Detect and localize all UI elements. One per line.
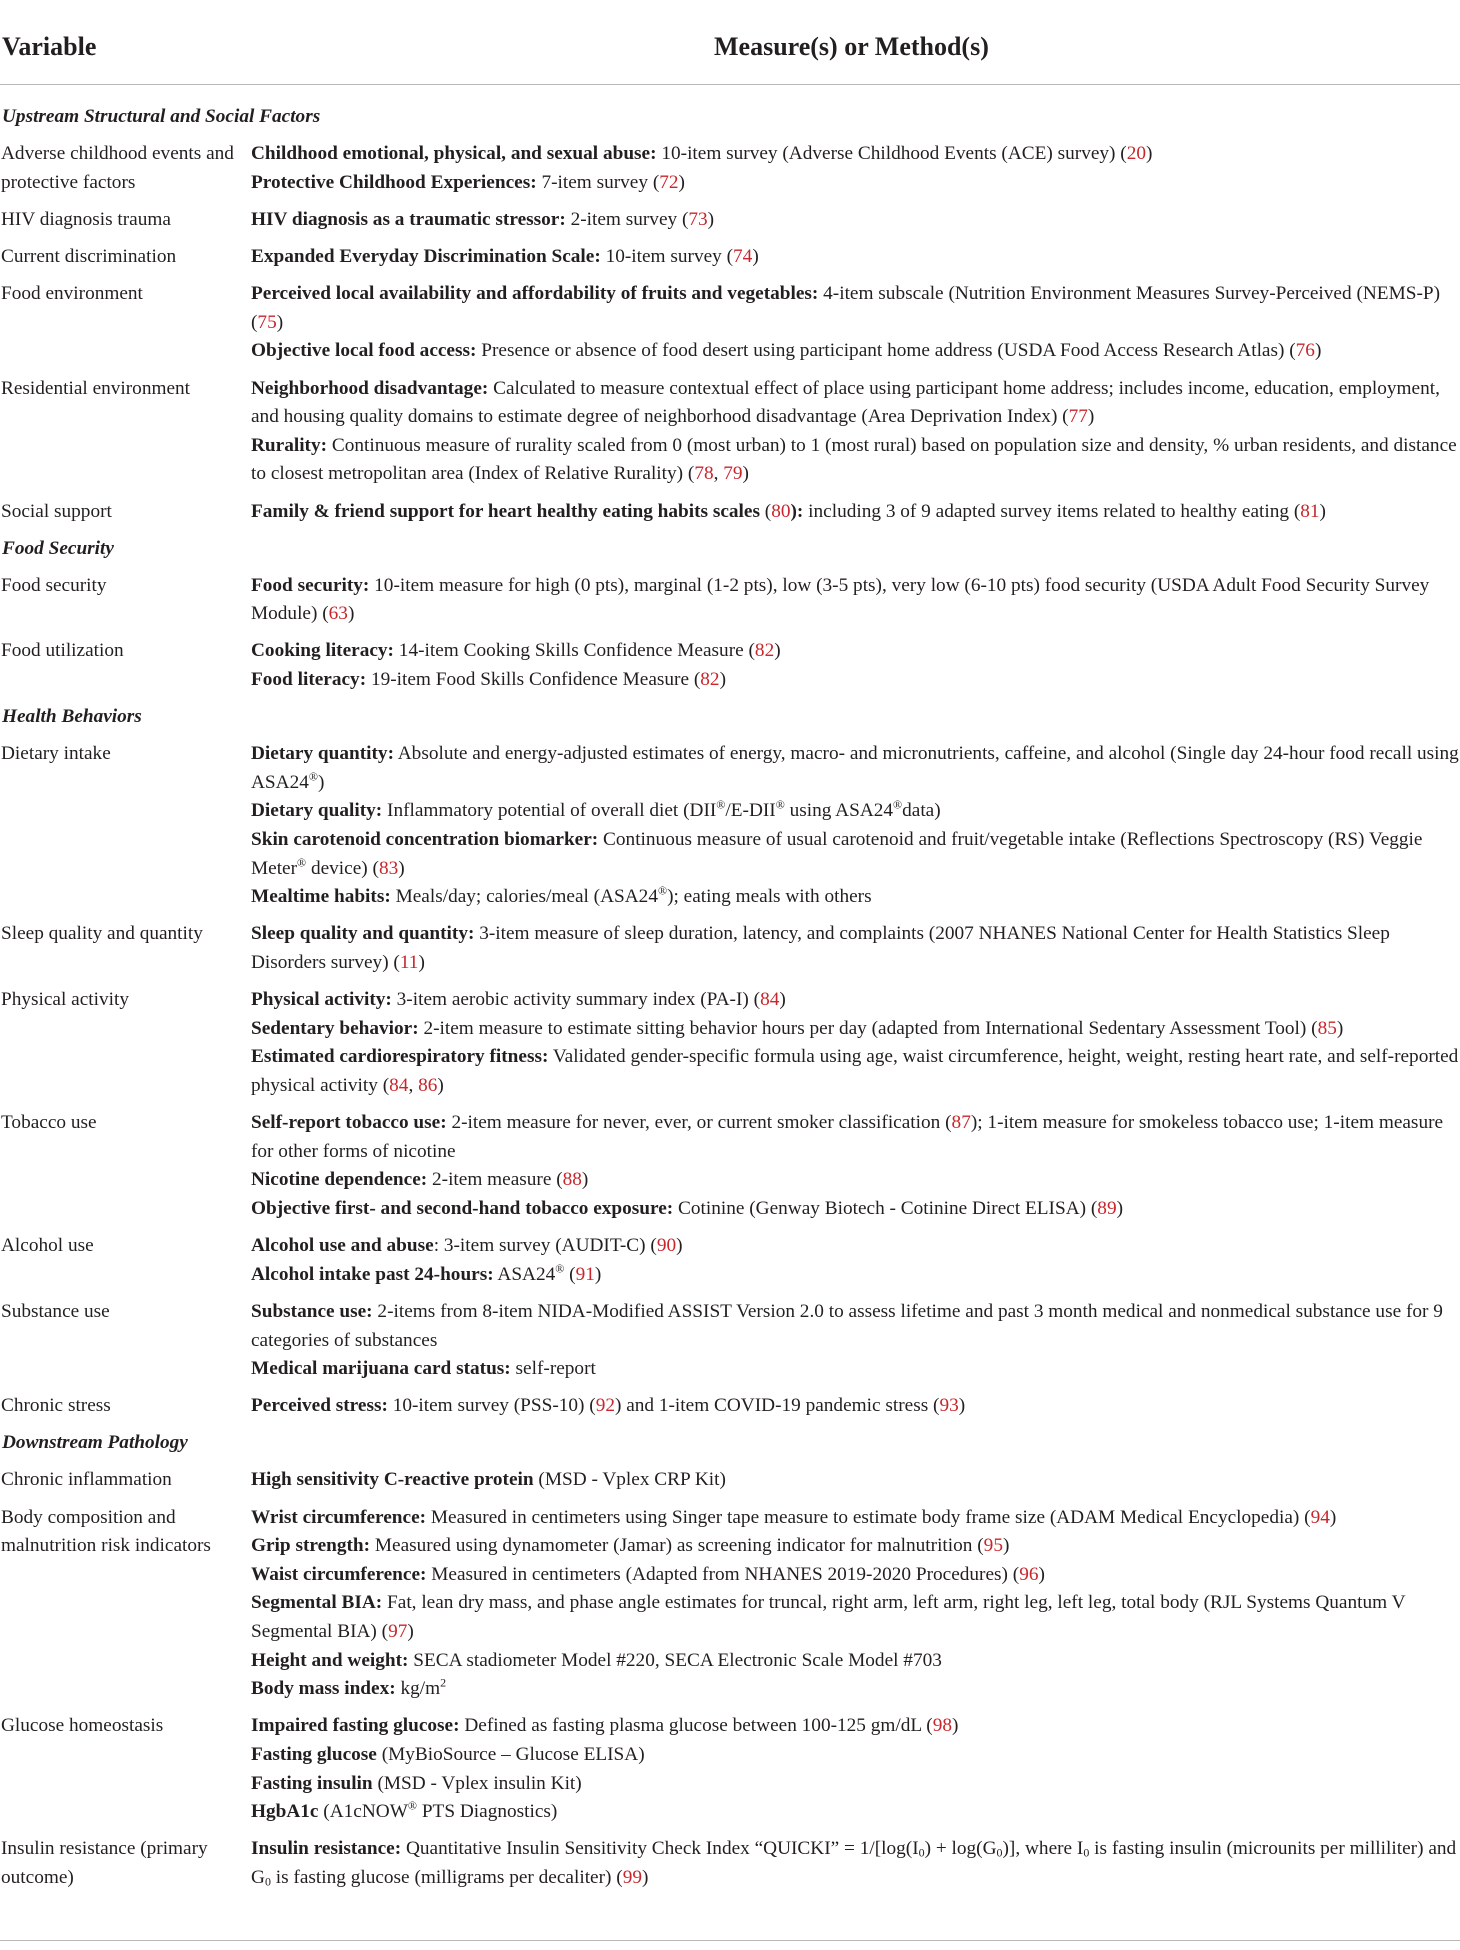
- reference-link: 63: [328, 603, 348, 625]
- measure-text: ) and 1-item COVID-19 pandemic stress (: [614, 1395, 940, 1417]
- table-row: [0, 498, 1460, 535]
- table-row: [0, 1232, 1460, 1298]
- reference-link: 79: [723, 463, 743, 485]
- measure-entry: [251, 740, 1459, 797]
- measure-entry: [251, 1561, 1459, 1590]
- measure-term: Rurality:: [251, 434, 328, 456]
- measure-term: Wrist circumference:: [251, 1506, 427, 1528]
- measure-term: Childhood emotional, physical, and sexual abuse:: [251, 143, 657, 164]
- measure-term: Fasting insulin: [251, 1772, 373, 1794]
- measure-entry: [251, 637, 1459, 666]
- measure-term: Estimated cardiorespiratory fitness:: [251, 1046, 549, 1068]
- measure-text: ): [347, 603, 355, 625]
- reference-link: 80: [771, 500, 791, 522]
- header-measures: Measure(s) or Method(s): [714, 32, 989, 61]
- measure-term: Impaired fasting glucose:: [251, 1715, 460, 1737]
- section-heading-row: [0, 703, 1460, 740]
- reference-link: 98: [932, 1715, 952, 1737]
- measure-text: ): [752, 245, 759, 267]
- measure-text: ): [958, 1395, 966, 1417]
- measure-text: including 3 of 9 adapted survey items related to healthy eating (: [803, 500, 1301, 522]
- variable-cell: Food environment: [1, 283, 143, 305]
- measure-term: Sedentary behavior:: [251, 1017, 419, 1039]
- table-row: [0, 280, 1460, 374]
- measure-cell: [251, 498, 1459, 527]
- measure-text: is fasting glucose (milligrams per decaliter) (: [270, 1866, 623, 1888]
- measure-text: ): [276, 311, 284, 333]
- section-heading-row: [0, 1429, 1460, 1466]
- measure-term: Objective local food access:: [251, 340, 477, 362]
- measure-text: ): [1145, 143, 1153, 164]
- measure-text: 4-item subscale (Nutrition Environment Measures Survey-Perceived (NEMS-P) (: [251, 283, 1441, 333]
- table-row: [0, 1504, 1460, 1713]
- variable-cell: Dietary intake: [1, 743, 111, 765]
- measure-term: Protective Childhood Experiences:: [251, 171, 537, 193]
- measure-term: Food security:: [251, 574, 370, 596]
- reference-link: 74: [733, 245, 753, 267]
- measure-text: ): [418, 952, 425, 973]
- table-body: [0, 103, 1460, 1901]
- measure-text: ): [707, 208, 715, 230]
- reference-link: 88: [562, 1169, 582, 1191]
- reference-link: 95: [983, 1535, 1003, 1557]
- measure-entry: [251, 280, 1459, 337]
- measure-text: using ASA24: [784, 800, 894, 822]
- measure-term: High sensitivity C-reactive protein: [251, 1469, 534, 1491]
- reference-link: 75: [257, 311, 277, 333]
- measure-entry: [251, 1835, 1459, 1892]
- measure-entry: [251, 826, 1459, 883]
- table-row: [0, 206, 1460, 243]
- table-header: [0, 0, 1460, 85]
- measure-cell: [251, 1392, 1459, 1421]
- measure-entry: [251, 920, 1459, 977]
- measure-term: Family & friend support for heart healthy eating habits scales: [251, 500, 760, 522]
- measure-entry: [251, 1043, 1459, 1100]
- measure-text: 10-item survey (PSS-10) (: [387, 1395, 596, 1417]
- superscript: ®: [716, 798, 726, 813]
- measure-cell: [251, 572, 1459, 629]
- reference-link: 89: [1097, 1197, 1117, 1219]
- measure-text: ): [1038, 1563, 1045, 1585]
- measure-entry: [251, 1261, 1459, 1290]
- measure-term: Fasting glucose: [251, 1744, 377, 1765]
- variable-cell: Chronic stress: [1, 1395, 111, 1417]
- measure-term: Nicotine dependence:: [251, 1169, 428, 1191]
- reference-link: 84: [389, 1074, 409, 1096]
- measure-term: Waist circumference:: [251, 1563, 427, 1585]
- variable-cell: Adverse childhood events and protective factors: [1, 143, 234, 193]
- measure-entry: [251, 1712, 1459, 1741]
- table-row: [0, 1298, 1460, 1392]
- variable-cell: Food utilization: [1, 640, 124, 662]
- measure-text: Validated gender-specific formula using age, waist circumference, height, weight, resting heart rate, and self-reported physical activity (: [251, 1046, 1459, 1096]
- measure-entry: [251, 1015, 1459, 1044]
- measure-term: Expanded Everyday Discrimination Scale:: [251, 245, 601, 267]
- measure-text: : 3-item survey (AUDIT-C) (: [433, 1235, 657, 1257]
- measure-text: data): [902, 800, 941, 822]
- measure-cell: [251, 1835, 1459, 1892]
- reference-link: 77: [1068, 406, 1088, 428]
- measure-entry: [251, 375, 1459, 432]
- measure-text: ,: [408, 1074, 419, 1096]
- variable-cell: Substance use: [1, 1300, 110, 1322]
- variable-cell: Food security: [1, 574, 107, 596]
- measure-entry: [251, 337, 1459, 366]
- measure-text: 2-item measure (: [427, 1169, 563, 1191]
- measure-term: Grip strength:: [251, 1535, 371, 1557]
- reference-link: 97: [388, 1621, 408, 1643]
- subscript: 0: [996, 1846, 1003, 1860]
- measure-term: Neighborhood disadvantage:: [251, 377, 489, 399]
- variable-cell: Current discrimination: [1, 245, 177, 267]
- variable-cell: Body composition and malnutrition risk indicators: [1, 1506, 211, 1557]
- measure-text: Measured using dynamometer (Jamar) as screening indicator for malnutrition (: [370, 1535, 984, 1557]
- measure-entry: [251, 243, 1459, 272]
- table-row: [0, 920, 1460, 986]
- measure-text: ); eating meals with others: [667, 886, 872, 908]
- measure-cell: [251, 637, 1459, 694]
- measure-entry: [251, 1504, 1459, 1533]
- reference-link: 72: [659, 171, 679, 193]
- measure-text: 2-item measure to estimate sitting behavior hours per day (adapted from International Sedentary Assessment Tool) (: [418, 1017, 1318, 1039]
- section-title: Downstream Pathology: [2, 1432, 188, 1454]
- reference-link: 90: [656, 1235, 677, 1257]
- measure-text: ): [1329, 1506, 1337, 1528]
- measure-entry: [251, 666, 1459, 695]
- measure-text: ): [1319, 500, 1326, 522]
- reference-link: 20: [1126, 143, 1146, 164]
- reference-link: 96: [1019, 1563, 1039, 1585]
- measure-cell: [251, 920, 1459, 977]
- measure-text: Presence or absence of food desert using participant home address (USDA Food Access Research Atlas) (: [476, 340, 1296, 362]
- measure-cell: [251, 740, 1459, 912]
- measure-text: Measured in centimeters using Singer tape measure to estimate body frame size (ADAM Medical Encyclopedia) (: [426, 1506, 1311, 1528]
- measure-text: ): [1314, 340, 1322, 362]
- measure-entry: [251, 1675, 1459, 1704]
- measure-entry: [251, 1355, 1459, 1384]
- measure-term: Mealtime habits:: [251, 886, 391, 908]
- table-row: [0, 986, 1460, 1109]
- subscript: 0: [264, 1874, 271, 1889]
- section-heading-row: [0, 103, 1460, 140]
- measure-text: (MSD - Vplex insulin Kit): [372, 1772, 582, 1794]
- measure-text: Continuous measure of usual carotenoid and fruit/vegetable intake (Reflections Spectroscopy (RS) Veggie Meter: [251, 829, 1423, 879]
- measure-text: ): [1116, 1197, 1123, 1219]
- table-row: [0, 1109, 1460, 1232]
- section-heading-row: [0, 535, 1460, 572]
- superscript: ®: [308, 769, 318, 784]
- measure-entry: [251, 432, 1459, 489]
- reference-link: 83: [378, 857, 399, 879]
- measure-term: Dietary quality:: [251, 800, 383, 822]
- measure-entry: [251, 572, 1459, 629]
- measure-term: Body mass index:: [251, 1678, 396, 1700]
- measure-term: Physical activity:: [251, 989, 392, 1011]
- table-row: [0, 375, 1460, 498]
- reference-link: 87: [951, 1112, 971, 1134]
- measure-term: Substance use:: [251, 1300, 373, 1322]
- measure-text: ): [1002, 1535, 1010, 1557]
- measure-term: Perceived local availability and affordability of fruits and vegetables:: [251, 283, 819, 305]
- measure-text: ); 1-item measure for smokeless tobacco use; 1-item measure for other forms of nicotine: [251, 1112, 1444, 1162]
- measure-text: 3-item aerobic activity summary index (PA-I) (: [391, 989, 761, 1011]
- reference-link: 73: [688, 208, 708, 230]
- measure-text: Inflammatory potential of overall diet (DII: [382, 800, 717, 822]
- measure-text: /E-DII: [725, 800, 776, 822]
- measure-cell: [251, 1298, 1459, 1384]
- measure-text: Calculated to measure contextual effect of place using participant home address; includes income, education, employment, and housing quality domains to estimate degree of neighborhood disadvantage (Area Deprivation Index) (: [251, 377, 1440, 428]
- measure-text: 2-items from 8-item NIDA-Modified ASSIST Version 2.0 to assess lifetime and past 3 month medical and nonmedical substance use for 9 categories of substances: [251, 1300, 1443, 1351]
- measure-entry: [251, 1466, 1459, 1495]
- header-variable: Variable: [2, 32, 97, 61]
- section-title: Health Behaviors: [2, 706, 142, 728]
- reference-link: 94: [1310, 1506, 1330, 1528]
- measure-term: Sleep quality and quantity:: [251, 923, 475, 945]
- measure-text: ): [742, 463, 749, 485]
- measure-entry: [251, 1392, 1459, 1421]
- measure-text: ): [719, 669, 726, 691]
- measure-text: 2-item measure for never, ever, or current smoker classification (: [446, 1112, 952, 1134]
- reference-link: 76: [1295, 340, 1315, 362]
- measure-text: (: [759, 500, 772, 522]
- superscript: 2: [440, 1675, 447, 1690]
- measure-text: SECA stadiometer Model #220, SECA Electronic Scale Model #703: [408, 1649, 942, 1671]
- measure-text: is fasting insulin (microunits per milliliter) and G: [251, 1838, 1457, 1888]
- measure-term: Perceived stress:: [251, 1395, 388, 1417]
- measure-text: self-report: [510, 1358, 596, 1380]
- measure-text: ): [1087, 406, 1095, 428]
- measure-text: 2-item survey (: [565, 208, 689, 230]
- measure-entry: [251, 206, 1459, 235]
- measure-text: Cotinine (Genway Biotech - Cotinine Direct ELISA) (: [673, 1197, 1098, 1219]
- measure-text: ): [951, 1715, 959, 1737]
- measure-text: ): [581, 1169, 589, 1191]
- measure-text: kg/m: [395, 1678, 441, 1700]
- reference-link: 92: [595, 1395, 615, 1417]
- measure-entry: [251, 140, 1459, 169]
- measure-text: ): [641, 1866, 649, 1888]
- measure-cell: [251, 375, 1459, 489]
- measure-text: Fat, lean dry mass, and phase angle estimates for truncal, right arm, left arm, right leg, left leg, total body (RJL Systems Quantum V Segmental BIA) (: [251, 1592, 1406, 1643]
- measure-text: ): [594, 1263, 602, 1285]
- reference-link: 93: [939, 1395, 959, 1417]
- measure-text: )], where I: [1002, 1838, 1084, 1860]
- table-row: [0, 140, 1460, 206]
- variable-cell: Physical activity: [1, 989, 129, 1011]
- section-title: Food Security: [2, 537, 114, 559]
- reference-link: 11: [399, 952, 419, 973]
- reference-link: 84: [760, 989, 780, 1011]
- table-row: [0, 1835, 1460, 1901]
- measure-entry: [251, 1647, 1459, 1676]
- measure-entry: [251, 986, 1459, 1015]
- measure-text: ): [398, 857, 405, 879]
- table-row: [0, 572, 1460, 638]
- measure-text: 10-item survey (Adverse Childhood Events (ACE) survey) (: [656, 143, 1127, 164]
- reference-link: 85: [1317, 1017, 1337, 1039]
- measure-term: Objective first- and second-hand tobacco exposure:: [251, 1197, 674, 1219]
- variable-cell: Insulin resistance (primary outcome): [1, 1838, 208, 1888]
- variable-cell: Tobacco use: [1, 1112, 97, 1134]
- measure-text: ASA24: [493, 1263, 556, 1285]
- measure-cell: [251, 986, 1459, 1100]
- superscript: ®: [555, 1261, 565, 1276]
- superscript: ®: [893, 798, 903, 813]
- reference-link: 78: [694, 463, 714, 485]
- measure-text: ): [317, 771, 325, 793]
- superscript: ®: [297, 855, 307, 870]
- variable-cell: Glucose homeostasis: [1, 1715, 164, 1737]
- table-row: [0, 1466, 1460, 1503]
- measure-entry: [251, 797, 1459, 826]
- measure-term: Self-report tobacco use:: [251, 1112, 447, 1134]
- reference-link: 82: [754, 640, 775, 662]
- measure-entry: [251, 1109, 1459, 1166]
- measure-text: device) (: [306, 857, 379, 879]
- reference-link: 86: [418, 1074, 438, 1096]
- table-row: [0, 243, 1460, 280]
- measure-text: (MSD - Vplex CRP Kit): [533, 1469, 726, 1491]
- measure-cell: [251, 140, 1459, 197]
- measure-term: HgbA1c: [251, 1801, 319, 1823]
- variable-cell: HIV diagnosis trauma: [1, 208, 171, 230]
- measure-cell: [251, 280, 1459, 366]
- measure-text: (: [564, 1263, 576, 1285]
- measure-entry: [251, 1232, 1459, 1261]
- measure-text: 10-item survey (: [600, 245, 734, 267]
- superscript: ®: [407, 1798, 417, 1813]
- table-row: [0, 1712, 1460, 1835]
- measure-entry: [251, 1741, 1459, 1770]
- measure-text: ): [779, 989, 786, 1011]
- measure-cell: [251, 243, 1459, 272]
- measure-term: Cooking literacy:: [251, 640, 394, 662]
- measure-term: ):: [790, 500, 804, 522]
- variable-cell: Chronic inflammation: [1, 1469, 172, 1491]
- measure-entry: [251, 1532, 1459, 1561]
- measure-term: Segmental BIA:: [251, 1592, 383, 1614]
- measure-entry: [251, 1166, 1459, 1195]
- measure-text: (MyBioSource – Glucose ELISA): [376, 1744, 645, 1765]
- measure-term: Height and weight:: [251, 1649, 409, 1671]
- measure-text: ): [678, 171, 685, 193]
- measure-text: PTS Diagnostics): [417, 1801, 558, 1823]
- measure-text: 7-item survey (: [536, 171, 660, 193]
- measure-text: ,: [713, 463, 724, 485]
- reference-link: 99: [622, 1866, 642, 1888]
- subscript: 0: [1083, 1846, 1090, 1860]
- measure-text: 3-item measure of sleep duration, latency, and complaints (2007 NHANES National Center for Health Statistics Sleep Disorders survey) (: [251, 923, 1390, 973]
- measure-entry: [251, 169, 1459, 198]
- measure-text: ): [1336, 1017, 1344, 1039]
- table-row: [0, 740, 1460, 920]
- measure-entry: [251, 1195, 1459, 1224]
- measure-cell: [251, 206, 1459, 235]
- measure-entry: [251, 1298, 1459, 1355]
- measure-text: 19-item Food Skills Confidence Measure (: [366, 669, 701, 691]
- measure-text: ): [774, 640, 781, 662]
- reference-link: 82: [700, 669, 720, 691]
- measure-text: ) + log(G: [924, 1838, 997, 1860]
- measure-term: Medical marijuana card status:: [251, 1358, 511, 1380]
- measure-entry: [251, 1770, 1459, 1799]
- measure-cell: [251, 1712, 1459, 1826]
- measure-cell: [251, 1109, 1459, 1223]
- variable-cell: Alcohol use: [1, 1235, 94, 1257]
- measure-text: Defined as fasting plasma glucose between 100-125 gm/dL (: [459, 1715, 933, 1737]
- measure-text: Quantitative Insulin Sensitivity Check Index “QUICKI” = 1/[log(I: [401, 1838, 919, 1860]
- superscript: ®: [775, 798, 785, 813]
- measure-cell: [251, 1232, 1459, 1289]
- measure-term: Insulin resistance:: [251, 1838, 402, 1860]
- measure-text: Measured in centimeters (Adapted from NHANES 2019-2020 Procedures) (: [426, 1563, 1020, 1585]
- measure-term: Alcohol intake past 24-hours:: [251, 1263, 494, 1285]
- variable-cell: Residential environment: [1, 377, 191, 399]
- measure-term: HIV diagnosis as a traumatic stressor:: [251, 208, 566, 230]
- measure-text: (A1cNOW: [318, 1801, 408, 1823]
- measure-cell: [251, 1466, 1459, 1495]
- measure-entry: [251, 498, 1459, 527]
- reference-link: 91: [575, 1263, 595, 1285]
- measure-text: Absolute and energy-adjusted estimates of energy, macro- and micronutrients, caffeine, and alcohol (Single day 24-hour food recall using ASA24: [251, 743, 1459, 793]
- superscript: ®: [657, 883, 668, 898]
- table-row: [0, 637, 1460, 703]
- measure-text: 14-item Cooking Skills Confidence Measure (: [393, 640, 755, 662]
- measure-text: ): [676, 1235, 683, 1257]
- measure-term: Skin carotenoid concentration biomarker:: [251, 829, 599, 851]
- subscript: 0: [918, 1846, 925, 1860]
- measure-text: Meals/day; calories/meal (ASA24: [390, 886, 658, 908]
- measure-entry: [251, 1589, 1459, 1646]
- table-row: [0, 1392, 1460, 1429]
- bottom-rule: [0, 1940, 1460, 1941]
- measure-text: ): [407, 1621, 414, 1643]
- measure-term: Alcohol use and abuse: [251, 1235, 434, 1257]
- measure-entry: [251, 1798, 1459, 1827]
- section-title: Upstream Structural and Social Factors: [2, 106, 321, 127]
- measure-term: Dietary quantity:: [251, 743, 394, 765]
- measure-cell: [251, 1504, 1459, 1704]
- variable-cell: Sleep quality and quantity: [1, 923, 203, 945]
- measure-entry: [251, 883, 1459, 912]
- measure-text: ): [437, 1074, 444, 1096]
- measure-text: Continuous measure of rurality scaled from 0 (most urban) to 1 (most rural) based on population size and density, % urban residents, and distance to closest metropolitan area (Index of Relative Rurality) (: [251, 434, 1457, 485]
- measure-text: 10-item measure for high (0 pts), marginal (1-2 pts), low (3-5 pts), very low (6-10 pts) food security (USDA Adult Food Security Survey Module) (: [251, 574, 1430, 625]
- reference-link: 81: [1300, 500, 1320, 522]
- variable-cell: Social support: [1, 500, 112, 522]
- measure-term: Food literacy:: [251, 669, 367, 691]
